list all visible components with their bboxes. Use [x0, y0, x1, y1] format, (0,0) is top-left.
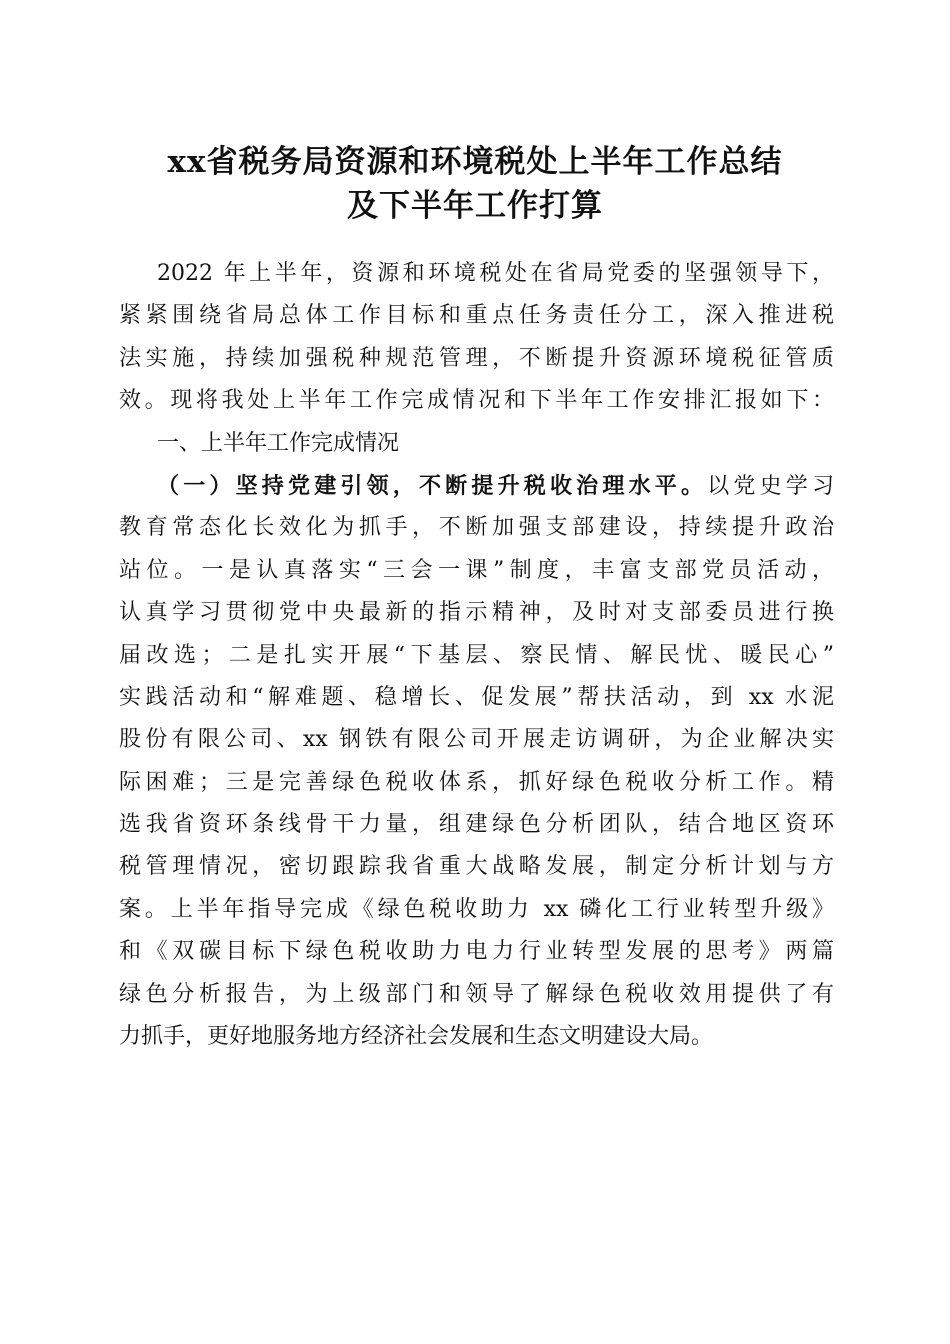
text-line: 税管理情况，密切跟踪我省重大战略发展，制定分析计划与方 [119, 854, 834, 880]
text-line: 认真学习贯彻党中央最新的指示精神，及时对支部委员进行换 [119, 600, 834, 626]
title-line-1: xx省税务局资源和环境税处上半年工作总结 [167, 144, 783, 180]
text-line [119, 465, 834, 507]
text-line: 站位。一是认真落实“三会一课”制度，丰富支部党员活动， [119, 557, 834, 583]
document-title [100, 140, 850, 228]
text-run: 以党史学习 [707, 473, 834, 499]
title-line-2: 及下半年工作打算 [347, 188, 603, 224]
text-line: 届改选；二是扎实开展“下基层、察民情、解民忧、暖民心” [119, 642, 834, 668]
paragraph-party-building [119, 465, 834, 1058]
text-line: 股份有限公司、xx 钢铁有限公司开展走访调研，为企业解决实 [119, 727, 834, 753]
text-line: 案。上半年指导完成《绿色税收助力 xx 磷化工行业转型升级》 [119, 896, 834, 922]
text-line: 力抓手，更好地服务地方经济社会发展和生态文明建设大局。 [119, 1024, 714, 1050]
paragraph-intro [119, 253, 834, 423]
text-line: 际困难；三是完善绿色税收体系，抓好绿色税收分析工作。精 [119, 769, 834, 795]
text-line: 和《双碳目标下绿色税收助力电力行业转型发展的思考》两篇 [119, 939, 834, 965]
text-line: 法实施，持续加强税种规范管理，不断提升资源环境税征管质 [119, 345, 834, 371]
text-line: 紧紧围绕省局总体工作目标和重点任务责任分工，深入推进税 [119, 303, 834, 329]
text-line: 实践活动和“解难题、稳增长、促发展”帮扶活动，到 xx 水泥 [119, 684, 834, 710]
document-body [119, 253, 834, 1058]
text-line: 效。现将我处上半年工作完成情况和下半年工作安排汇报如下： [119, 388, 834, 414]
text-line: 选我省资环条线骨干力量，组建绿色分析团队，结合地区资环 [119, 812, 834, 838]
section-heading: 一、上半年工作完成情况 [157, 430, 400, 456]
text-line: 2022 年上半年，资源和环境税处在省局党委的坚强领导下， [157, 261, 834, 286]
subsection-heading: （一）坚持党建引领，不断提升税收治理水平。 [157, 472, 708, 499]
text-line: 绿色分析报告，为上级部门和领导了解绿色税收效用提供了有 [119, 981, 834, 1007]
text-line: 教育常态化长效化为抓手，不断加强支部建设，持续提升政治 [119, 515, 834, 541]
